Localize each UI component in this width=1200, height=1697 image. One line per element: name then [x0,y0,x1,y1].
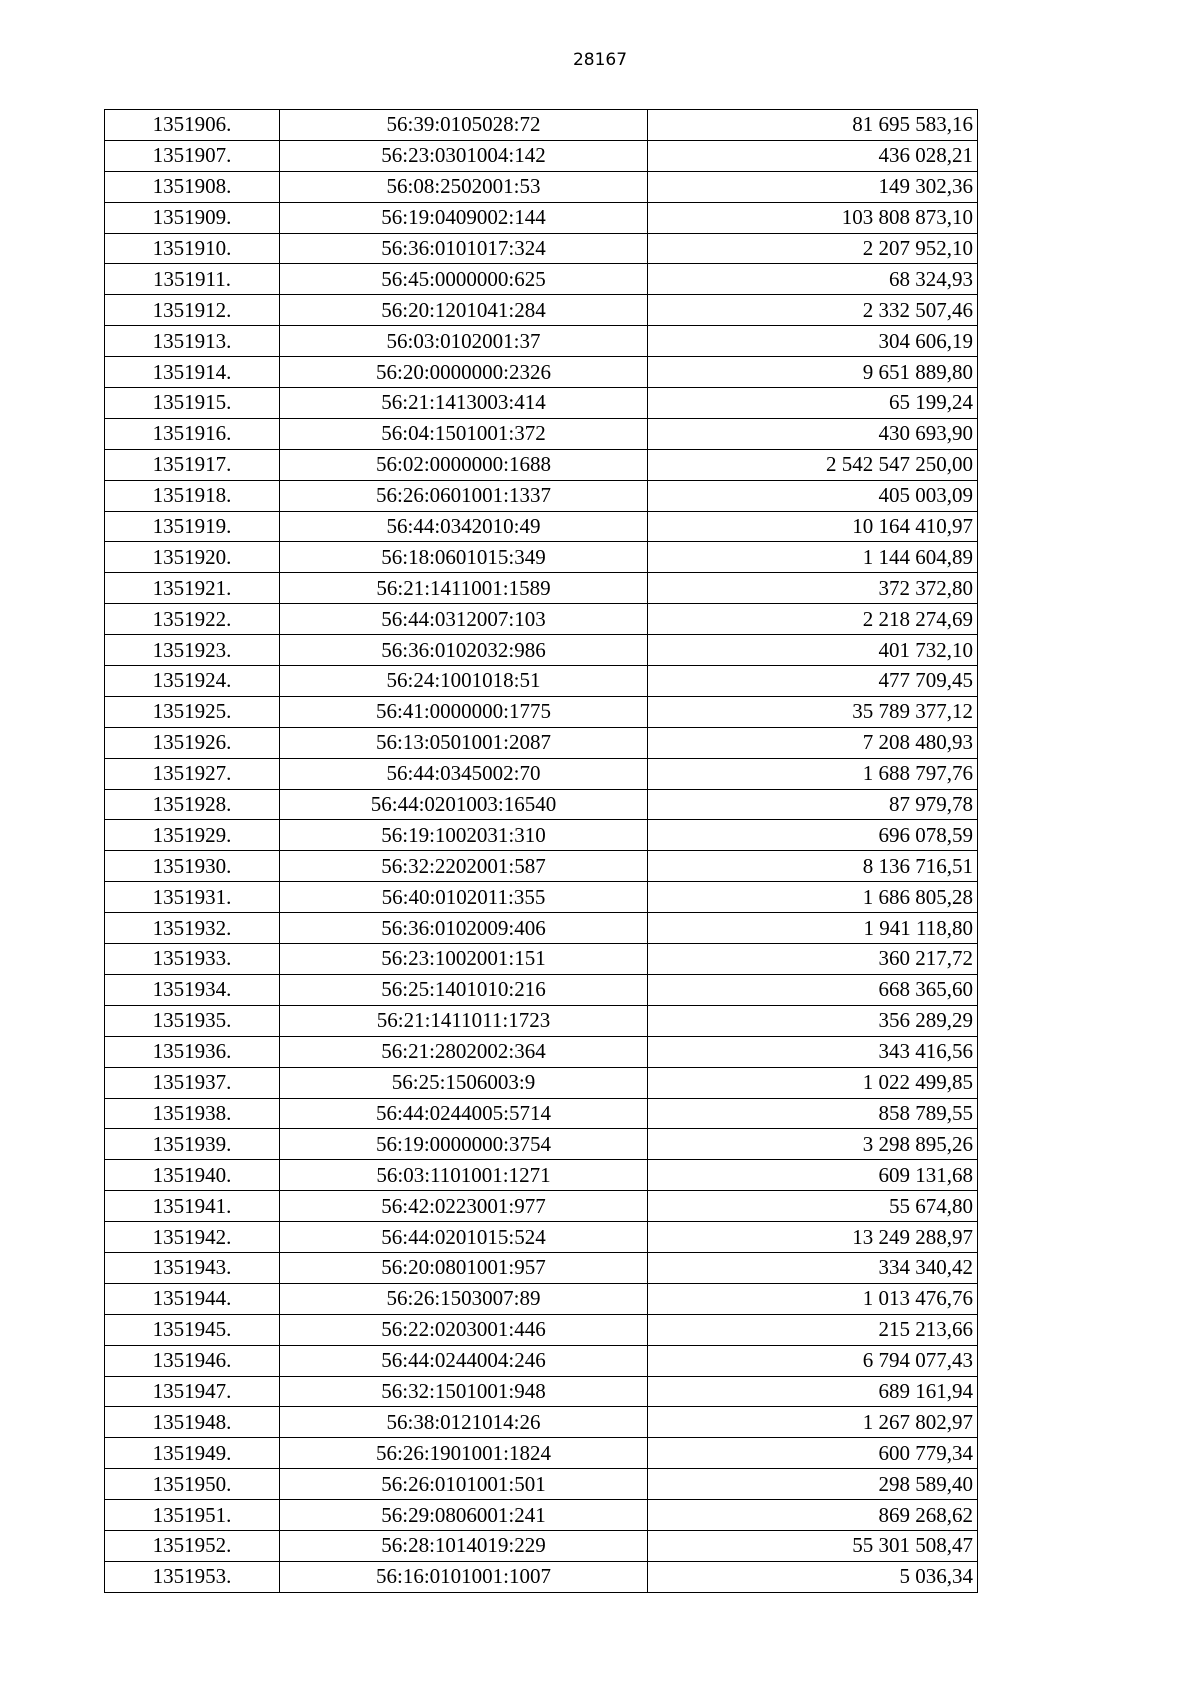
row-number-cell: 1351916. [105,418,280,449]
row-number-cell: 1351944. [105,1283,280,1314]
value-cell: 1 267 802,97 [648,1407,978,1438]
cadastral-number-cell: 56:20:0000000:2326 [280,357,648,388]
value-cell: 7 208 480,93 [648,727,978,758]
value-cell: 68 324,93 [648,264,978,295]
table-row [105,1283,978,1314]
row-number-cell: 1351930. [105,851,280,882]
cadastral-number-cell: 56:36:0101017:324 [280,233,648,264]
cadastral-number-cell: 56:32:1501001:948 [280,1376,648,1407]
value-cell: 334 340,42 [648,1252,978,1283]
row-number-cell: 1351948. [105,1407,280,1438]
value-cell: 81 695 583,16 [648,110,978,141]
row-number-cell: 1351951. [105,1500,280,1531]
row-number-cell: 1351921. [105,573,280,604]
cadastral-number-cell: 56:26:0101001:501 [280,1469,648,1500]
row-number-cell: 1351925. [105,696,280,727]
value-cell: 1 688 797,76 [648,758,978,789]
cadastral-number-cell: 56:23:0301004:142 [280,140,648,171]
row-number-cell: 1351927. [105,758,280,789]
value-cell: 858 789,55 [648,1098,978,1129]
value-cell: 600 779,34 [648,1438,978,1469]
value-cell: 609 131,68 [648,1160,978,1191]
cadastral-number-cell: 56:21:1411001:1589 [280,573,648,604]
cadastral-number-cell: 56:36:0102032:986 [280,635,648,666]
row-number-cell: 1351920. [105,542,280,573]
table-row [105,418,978,449]
cadastral-number-cell: 56:26:1503007:89 [280,1283,648,1314]
row-number-cell: 1351934. [105,974,280,1005]
value-cell: 1 013 476,76 [648,1283,978,1314]
row-number-cell: 1351939. [105,1129,280,1160]
value-cell: 103 808 873,10 [648,202,978,233]
cadastral-number-cell: 56:44:0201003:16540 [280,789,648,820]
table-row [105,388,978,419]
table-row [105,758,978,789]
registry-table-body [105,110,978,1593]
table-row [105,696,978,727]
table-row [105,1469,978,1500]
cadastral-number-cell: 56:23:1002001:151 [280,944,648,975]
table-row [105,1160,978,1191]
table-row [105,295,978,326]
row-number-cell: 1351929. [105,820,280,851]
cadastral-number-cell: 56:21:2802002:364 [280,1036,648,1067]
table-row [105,1005,978,1036]
row-number-cell: 1351908. [105,171,280,202]
row-number-cell: 1351946. [105,1345,280,1376]
row-number-cell: 1351911. [105,264,280,295]
table-row [105,542,978,573]
value-cell: 8 136 716,51 [648,851,978,882]
cadastral-number-cell: 56:44:0312007:103 [280,604,648,635]
cadastral-number-cell: 56:44:0244005:5714 [280,1098,648,1129]
row-number-cell: 1351910. [105,233,280,264]
row-number-cell: 1351947. [105,1376,280,1407]
value-cell: 3 298 895,26 [648,1129,978,1160]
table-row [105,1067,978,1098]
row-number-cell: 1351945. [105,1314,280,1345]
value-cell: 668 365,60 [648,974,978,1005]
row-number-cell: 1351935. [105,1005,280,1036]
value-cell: 5 036,34 [648,1561,978,1592]
cadastral-number-cell: 56:02:0000000:1688 [280,449,648,480]
row-number-cell: 1351912. [105,295,280,326]
value-cell: 1 941 118,80 [648,913,978,944]
table-row [105,202,978,233]
cadastral-number-cell: 56:24:1001018:51 [280,666,648,697]
table-row [105,140,978,171]
row-number-cell: 1351952. [105,1530,280,1561]
table-row [105,573,978,604]
table-row [105,789,978,820]
cadastral-number-cell: 56:04:1501001:372 [280,418,648,449]
cadastral-number-cell: 56:18:0601015:349 [280,542,648,573]
table-row [105,820,978,851]
cadastral-number-cell: 56:44:0244004:246 [280,1345,648,1376]
cadastral-number-cell: 56:25:1401010:216 [280,974,648,1005]
value-cell: 55 674,80 [648,1191,978,1222]
cadastral-number-cell: 56:41:0000000:1775 [280,696,648,727]
row-number-cell: 1351943. [105,1252,280,1283]
table-row [105,666,978,697]
table-row [105,1500,978,1531]
cadastral-number-cell: 56:26:1901001:1824 [280,1438,648,1469]
table-row [105,449,978,480]
table-row [105,1191,978,1222]
row-number-cell: 1351909. [105,202,280,233]
cadastral-number-cell: 56:36:0102009:406 [280,913,648,944]
row-number-cell: 1351936. [105,1036,280,1067]
cadastral-number-cell: 56:44:0201015:524 [280,1222,648,1253]
value-cell: 149 302,36 [648,171,978,202]
table-row [105,944,978,975]
row-number-cell: 1351950. [105,1469,280,1500]
row-number-cell: 1351923. [105,635,280,666]
cadastral-number-cell: 56:03:1101001:1271 [280,1160,648,1191]
cadastral-number-cell: 56:20:0801001:957 [280,1252,648,1283]
cadastral-number-cell: 56:32:2202001:587 [280,851,648,882]
row-number-cell: 1351937. [105,1067,280,1098]
value-cell: 356 289,29 [648,1005,978,1036]
row-number-cell: 1351940. [105,1160,280,1191]
value-cell: 2 218 274,69 [648,604,978,635]
table-row [105,1252,978,1283]
value-cell: 65 199,24 [648,388,978,419]
table-row [105,604,978,635]
page-number: 28167 [572,50,628,70]
cadastral-number-cell: 56:39:0105028:72 [280,110,648,141]
cadastral-number-cell: 56:08:2502001:53 [280,171,648,202]
value-cell: 9 651 889,80 [648,357,978,388]
value-cell: 405 003,09 [648,480,978,511]
table-row [105,727,978,758]
row-number-cell: 1351914. [105,357,280,388]
value-cell: 215 213,66 [648,1314,978,1345]
table-row [105,264,978,295]
row-number-cell: 1351926. [105,727,280,758]
cadastral-number-cell: 56:29:0806001:241 [280,1500,648,1531]
value-cell: 1 686 805,28 [648,882,978,913]
value-cell: 2 332 507,46 [648,295,978,326]
row-number-cell: 1351924. [105,666,280,697]
table-row [105,110,978,141]
table-row [105,1222,978,1253]
table-row [105,233,978,264]
cadastral-number-cell: 56:16:0101001:1007 [280,1561,648,1592]
value-cell: 2 207 952,10 [648,233,978,264]
value-cell: 55 301 508,47 [648,1530,978,1561]
cadastral-number-cell: 56:20:1201041:284 [280,295,648,326]
value-cell: 6 794 077,43 [648,1345,978,1376]
cadastral-number-cell: 56:45:0000000:625 [280,264,648,295]
row-number-cell: 1351917. [105,449,280,480]
registry-table [104,109,978,1593]
value-cell: 1 144 604,89 [648,542,978,573]
cadastral-number-cell: 56:26:0601001:1337 [280,480,648,511]
table-row [105,1407,978,1438]
row-number-cell: 1351949. [105,1438,280,1469]
table-row [105,1530,978,1561]
table-row [105,1098,978,1129]
table-row [105,357,978,388]
value-cell: 430 693,90 [648,418,978,449]
cadastral-number-cell: 56:03:0102001:37 [280,326,648,357]
cadastral-number-cell: 56:25:1506003:9 [280,1067,648,1098]
cadastral-number-cell: 56:22:0203001:446 [280,1314,648,1345]
table-row [105,1314,978,1345]
value-cell: 304 606,19 [648,326,978,357]
row-number-cell: 1351931. [105,882,280,913]
row-number-cell: 1351928. [105,789,280,820]
row-number-cell: 1351953. [105,1561,280,1592]
table-row [105,326,978,357]
cadastral-number-cell: 56:42:0223001:977 [280,1191,648,1222]
cadastral-number-cell: 56:21:1411011:1723 [280,1005,648,1036]
cadastral-number-cell: 56:19:0409002:144 [280,202,648,233]
value-cell: 35 789 377,12 [648,696,978,727]
value-cell: 372 372,80 [648,573,978,604]
row-number-cell: 1351933. [105,944,280,975]
row-number-cell: 1351913. [105,326,280,357]
value-cell: 436 028,21 [648,140,978,171]
value-cell: 10 164 410,97 [648,511,978,542]
row-number-cell: 1351938. [105,1098,280,1129]
row-number-cell: 1351907. [105,140,280,171]
table-row [105,974,978,1005]
table-row [105,635,978,666]
table-row [105,171,978,202]
table-row [105,851,978,882]
table-row [105,1438,978,1469]
cadastral-number-cell: 56:44:0342010:49 [280,511,648,542]
row-number-cell: 1351918. [105,480,280,511]
row-number-cell: 1351942. [105,1222,280,1253]
table-row [105,1376,978,1407]
cadastral-number-cell: 56:19:1002031:310 [280,820,648,851]
cadastral-number-cell: 56:40:0102011:355 [280,882,648,913]
value-cell: 298 589,40 [648,1469,978,1500]
table-row [105,1036,978,1067]
row-number-cell: 1351941. [105,1191,280,1222]
cadastral-number-cell: 56:19:0000000:3754 [280,1129,648,1160]
value-cell: 343 416,56 [648,1036,978,1067]
value-cell: 1 022 499,85 [648,1067,978,1098]
cadastral-number-cell: 56:28:1014019:229 [280,1530,648,1561]
value-cell: 689 161,94 [648,1376,978,1407]
row-number-cell: 1351932. [105,913,280,944]
value-cell: 360 217,72 [648,944,978,975]
cadastral-number-cell: 56:21:1413003:414 [280,388,648,419]
cadastral-number-cell: 56:13:0501001:2087 [280,727,648,758]
table-row [105,1129,978,1160]
row-number-cell: 1351915. [105,388,280,419]
table-row [105,1345,978,1376]
row-number-cell: 1351906. [105,110,280,141]
table-row [105,1561,978,1592]
value-cell: 2 542 547 250,00 [648,449,978,480]
value-cell: 13 249 288,97 [648,1222,978,1253]
value-cell: 87 979,78 [648,789,978,820]
value-cell: 477 709,45 [648,666,978,697]
cadastral-number-cell: 56:44:0345002:70 [280,758,648,789]
value-cell: 401 732,10 [648,635,978,666]
table-row [105,511,978,542]
row-number-cell: 1351919. [105,511,280,542]
table-row [105,913,978,944]
row-number-cell: 1351922. [105,604,280,635]
value-cell: 869 268,62 [648,1500,978,1531]
cadastral-number-cell: 56:38:0121014:26 [280,1407,648,1438]
table-row [105,882,978,913]
value-cell: 696 078,59 [648,820,978,851]
table-row [105,480,978,511]
